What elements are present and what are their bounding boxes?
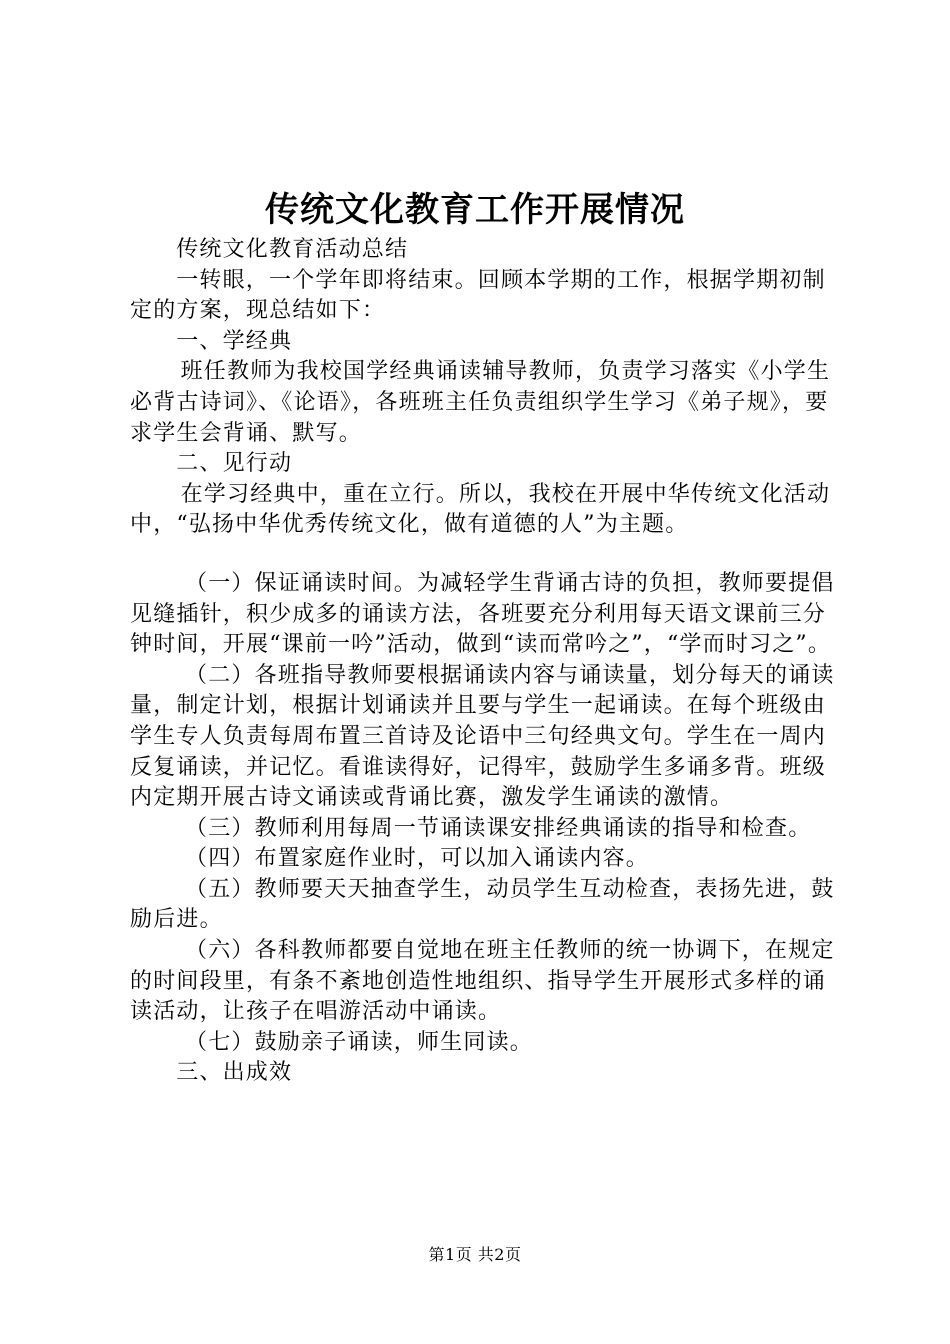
- section-heading-3: 三、出成效: [176, 1060, 293, 1086]
- item-1-paragraph: （一）保证诵读时间。为减轻学生背诵古诗的负担，教师要提倡见缝插针，积少成多的诵读方法，各班要充分利用每天语文课前三分钟时间，开展“课前一吟”活动，做到“读而常吟之”，“学而时习之”。: [130, 570, 835, 658]
- subtitle-paragraph: 传统文化教育活动总结: [176, 237, 409, 262]
- document-body: [130, 235, 838, 1089]
- document-title: 传统文化教育工作开展情况: [265, 190, 685, 230]
- section-1-paragraph: 班任教师为我校国学经典诵读辅导教师，负责学习落实《小学生必背古诗词》、《论语》，各班班主任负责组织学生学习《弟子规》，要求学生会背诵、默写。: [130, 359, 831, 446]
- intro-paragraph: 一转眼，一个学年即将结束。回顾本学期的工作，根据学期初制定的方案，现总结如下：: [130, 267, 826, 324]
- item-3-paragraph: （三）教师利用每周一节诵读课安排经典诵读的指导和检查。: [185, 815, 812, 841]
- item-6-paragraph: （六）各科教师都要自觉地在班主任教师的统一协调下，在规定的时间段里，有条不紊地创造性地组织、指导学生开展形式多样的诵读活动，让孩子在唱游活动中诵读。: [130, 938, 835, 1025]
- paragraph-gap: [130, 541, 838, 569]
- section-heading-1: 一、学经典: [176, 328, 293, 354]
- item-7-paragraph: （七）鼓励亲子诵读，师生同读。: [185, 1029, 534, 1055]
- item-4-paragraph: （四）布置家庭作业时，可以加入诵读内容。: [185, 846, 650, 872]
- page-number-footer: 第1页 共2页: [428, 1245, 522, 1264]
- item-2-paragraph: （二）各班指导教师要根据诵读内容与诵读量，划分每天的诵读量，制定计划，根据计划诵读并且要与学生一起诵读。在每个班级由学生专人负责每周布置三首诗及论语中三句经典文句。学生在一周内反复诵读，并记忆。看谁读得好，记得牢，鼓励学生多诵多背。班级内定期开展古诗文诵读或背诵比赛，激发学生诵读的激情。: [130, 662, 835, 811]
- section-heading-2: 二、见行动: [176, 451, 293, 477]
- section-2-paragraph: 在学习经典中，重在立行。所以，我校在开展中华传统文化活动中，“弘扬中华优秀传统文化，做有道德的人”为主题。: [130, 481, 831, 538]
- item-5-paragraph: （五）教师要天天抽查学生，动员学生互动检查，表扬先进，鼓励后进。: [130, 876, 835, 933]
